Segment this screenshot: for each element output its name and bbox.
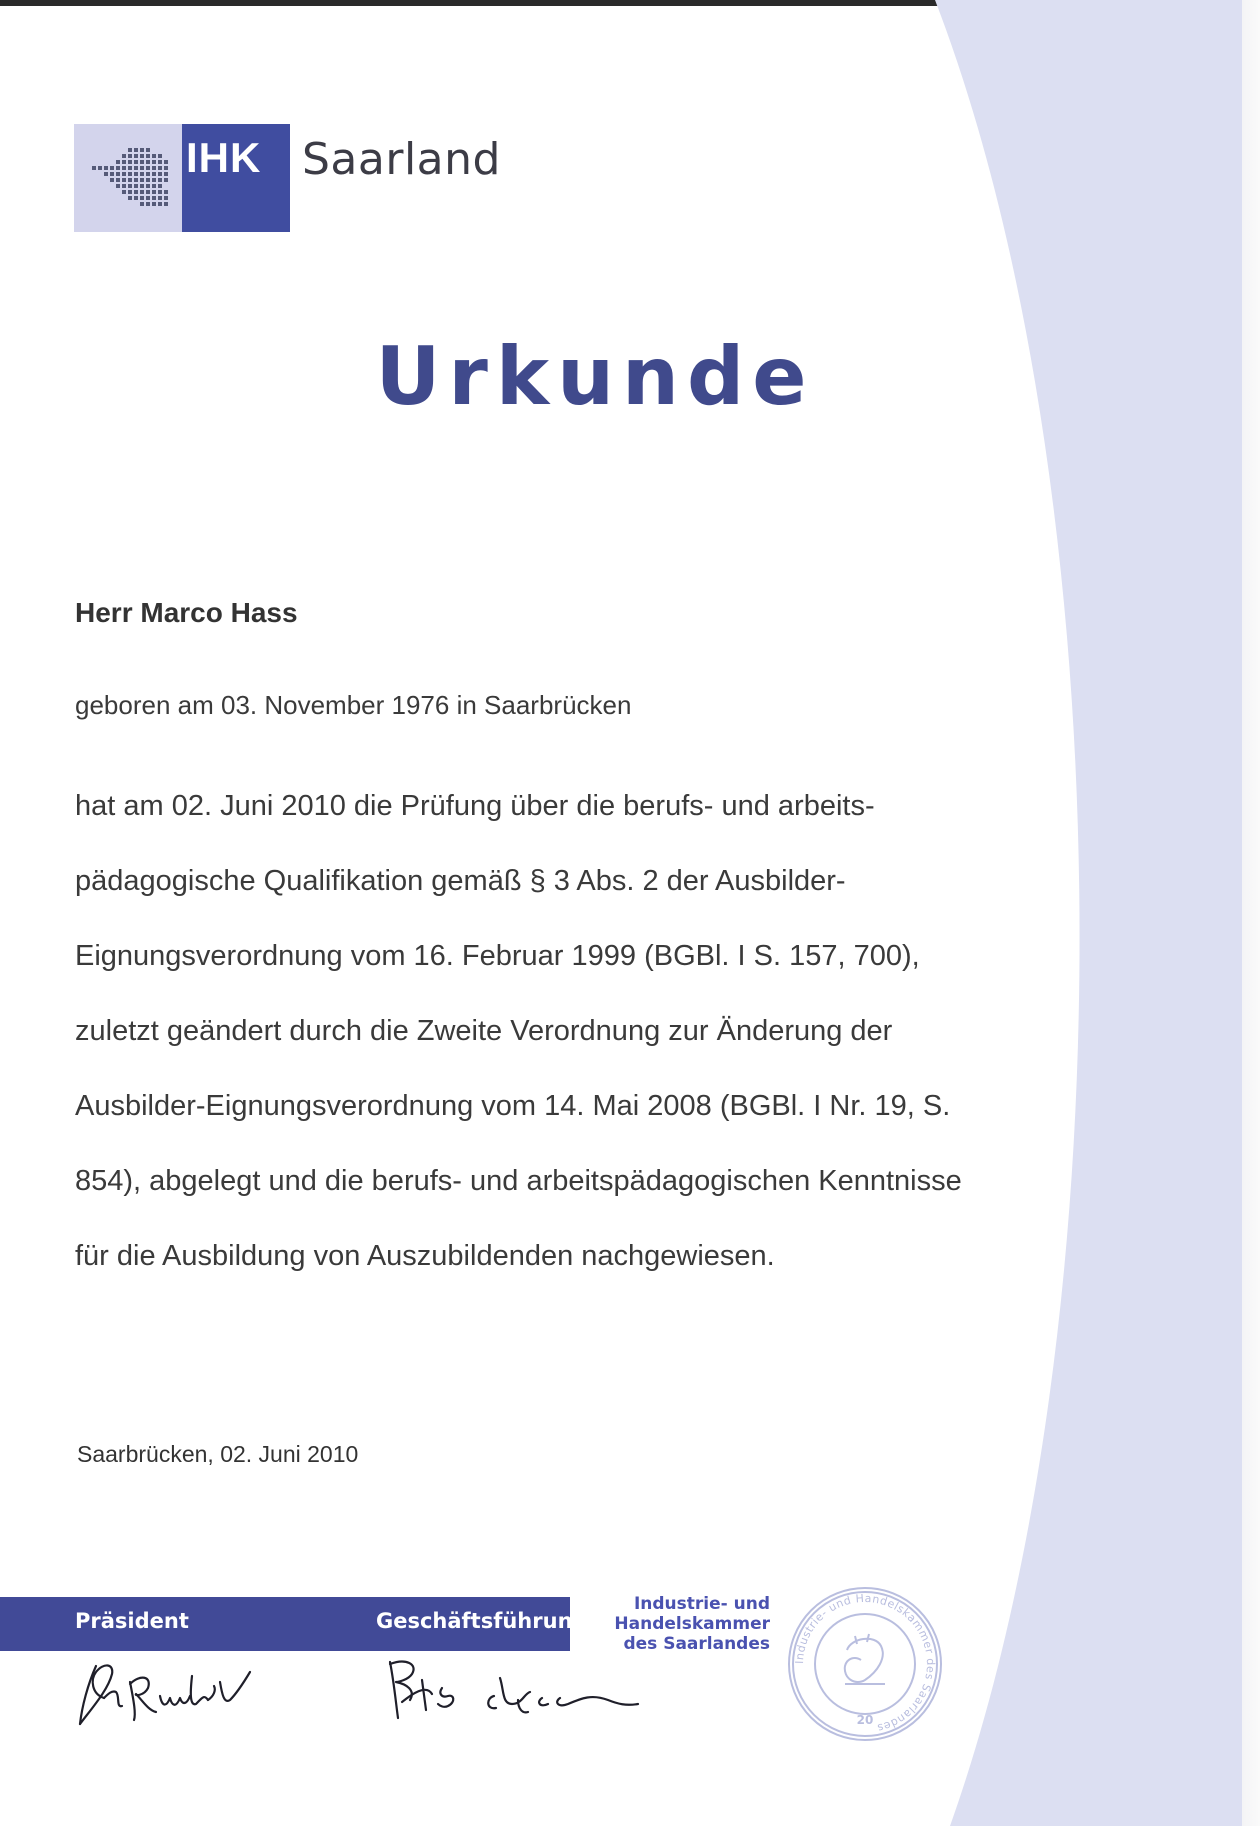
scan-edge-right bbox=[1242, 0, 1260, 1826]
ihk-logo bbox=[74, 124, 290, 232]
chamber-name-line: Handelskammer bbox=[614, 1614, 770, 1634]
birth-line: geboren am 03. November 1976 in Saarbrücken bbox=[75, 690, 632, 720]
place-date: Saarbrücken, 02. Juni 2010 bbox=[77, 1441, 359, 1467]
management-label: Geschäftsführung bbox=[376, 1609, 588, 1633]
chamber-name bbox=[590, 1594, 770, 1654]
logo-region-name: Saarland bbox=[302, 134, 501, 185]
recipient-name: Herr Marco Hass bbox=[75, 597, 298, 628]
president-signature bbox=[74, 1654, 284, 1734]
body-line: 854), abgelegt und die berufs- und arbeitspädagogischen Kenntnisse bbox=[75, 1165, 962, 1197]
body-line: für die Ausbildung von Auszubildenden nachgewiesen. bbox=[75, 1240, 775, 1272]
chamber-name-line: des Saarlandes bbox=[623, 1634, 770, 1654]
logo-org-short: IHK bbox=[186, 134, 262, 181]
official-seal bbox=[785, 1584, 945, 1744]
seal-number: 20 bbox=[856, 1713, 874, 1727]
seal-text: Industrie- und Handelskammer des Saarlandes bbox=[792, 1591, 938, 1735]
chamber-name-line: Industrie- und bbox=[633, 1594, 770, 1614]
body-line: zuletzt geändert durch die Zweite Verordnung zur Änderung der bbox=[75, 1015, 893, 1047]
body-line: Ausbilder-Eignungsverordnung vom 14. Mai 2008 (BGBl. I Nr. 19, S. bbox=[75, 1090, 951, 1122]
body-line: hat am 02. Juni 2010 die Prüfung über die berufs- und arbeits- bbox=[75, 790, 875, 822]
body-line: Eignungsverordnung vom 16. Februar 1999 (BGBl. I S. 157, 700), bbox=[75, 940, 920, 972]
president-label: Präsident bbox=[75, 1609, 189, 1633]
body-line: pädagogische Qualifikation gemäß § 3 Abs. 2 der Ausbilder- bbox=[75, 865, 846, 897]
certificate-body bbox=[75, 784, 1065, 1309]
saarland-map-icon bbox=[88, 146, 180, 214]
certificate-title: Urkunde bbox=[375, 330, 815, 423]
management-signature bbox=[382, 1654, 702, 1724]
